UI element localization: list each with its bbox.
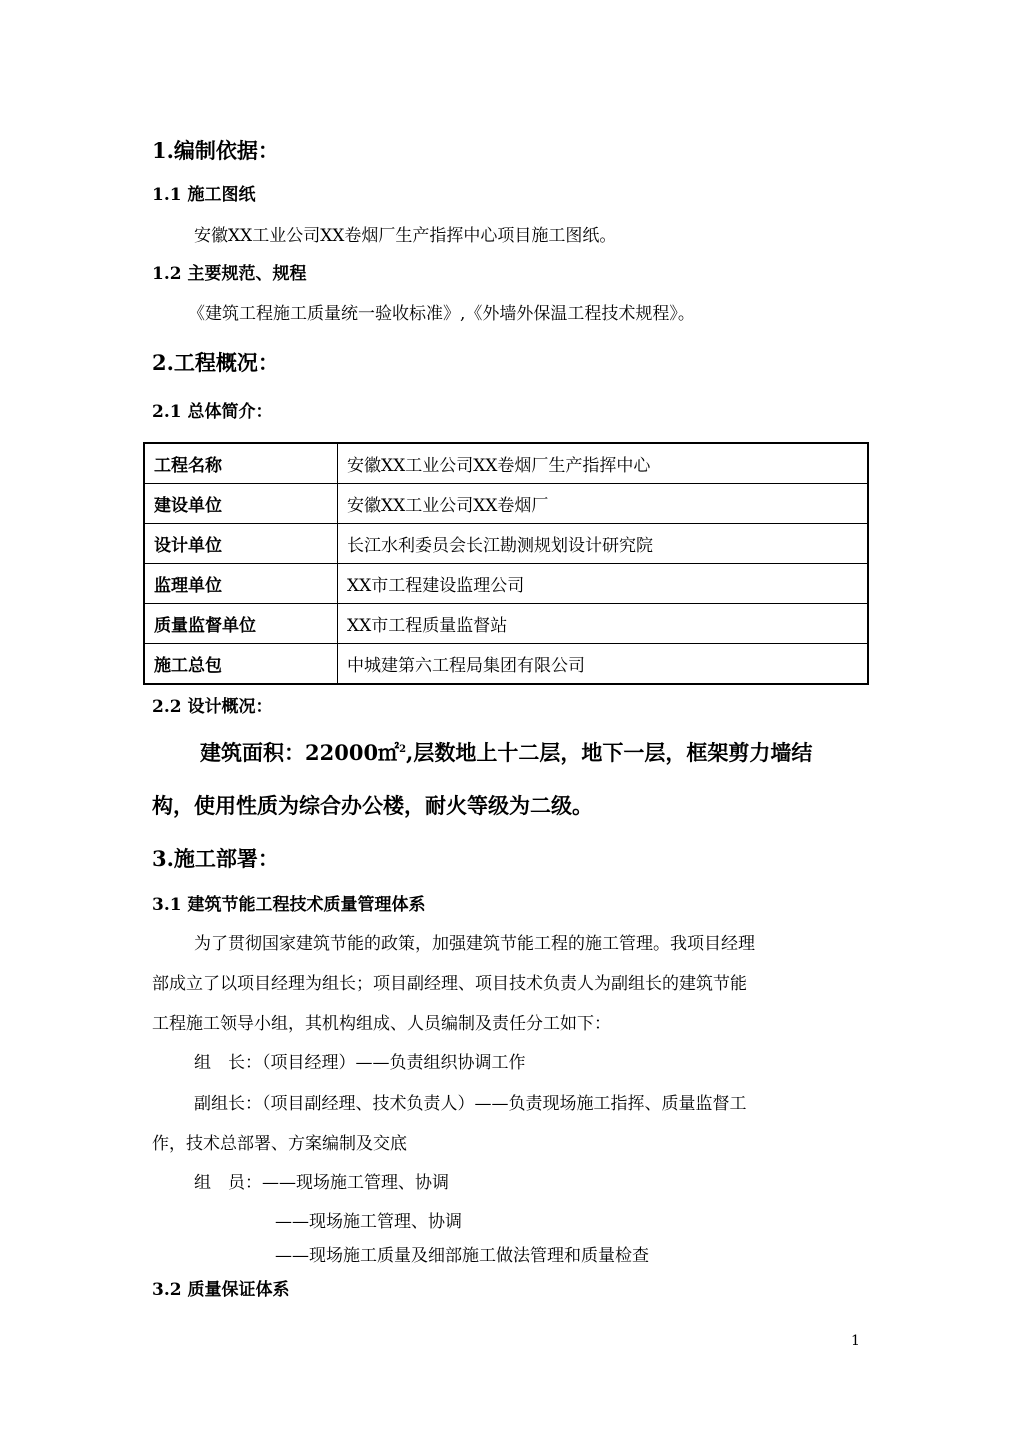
paragraph-line: 为了贯彻国家建筑节能的政策，加强建筑节能工程的施工管理。我项目经理 [194,934,755,954]
section-2-heading: 2.工程概况： [152,350,279,375]
table-row [144,564,868,604]
table-label: 施工总包 [144,644,338,685]
leader-line: 组 长：（项目经理）——负责组织协调工作 [194,1053,526,1073]
table-label: 建设单位 [144,484,338,524]
member-line: ——现场施工质量及细部施工做法管理和质量检查 [275,1246,649,1266]
table-row [144,604,868,644]
project-info-table [143,442,869,685]
section-3-1-heading: 3.1 建筑节能工程技术质量管理体系 [152,895,426,915]
design-area: 建筑面积：22000㎡ [200,740,400,765]
table-row [144,484,868,524]
area-superscript: 2 [399,744,407,755]
table-value: 安徽XX工业公司XX卷烟厂 [338,484,869,524]
paragraph-line: 工程施工领导小组，其机构组成、人员编制及责任分工如下： [152,1014,611,1034]
section-1-1-heading: 1.1 施工图纸 [152,185,256,205]
table-label: 监理单位 [144,564,338,604]
table-label: 工程名称 [144,443,338,484]
table-row [144,644,868,685]
table-value: 长江水利委员会长江勘测规划设计研究院 [338,524,869,564]
drawings-text: 安徽XX工业公司XX卷烟厂生产指挥中心项目施工图纸。 [194,226,617,246]
table-value: 安徽XX工业公司XX卷烟厂生产指挥中心 [338,443,869,484]
table-value: 中城建第六工程局集团有限公司 [338,644,869,685]
table-label: 质量监督单位 [144,604,338,644]
design-floors: ,层数地上十二层，地下一层，框架剪力墙结 [406,740,813,765]
deputy-line: 副组长：（项目副经理、技术负责人）——负责现场施工指挥、质量监督工 [194,1094,747,1114]
design-line-1 [200,742,812,763]
section-2-2-heading: 2.2 设计概况： [152,697,273,717]
table-label: 设计单位 [144,524,338,564]
section-1-heading: 1.编制依据： [152,138,279,163]
section-2-1-heading: 2.1 总体简介： [152,402,273,422]
member-line: ——现场施工管理、协调 [275,1212,462,1232]
table-value: XX市工程质量监督站 [338,604,869,644]
section-1-2-heading: 1.2 主要规范、规程 [152,264,307,284]
section-3-heading: 3.施工部署： [152,846,279,871]
page-number: 1 [851,1333,860,1349]
table-value: XX市工程建设监理公司 [338,564,869,604]
paragraph-line: 部成立了以项目经理为组长；项目副经理、项目技术负责人为副组长的建筑节能 [152,974,747,994]
member-line: 组 员：——现场施工管理、协调 [194,1173,449,1193]
design-line-2: 构，使用性质为综合办公楼，耐火等级为二级。 [152,793,593,818]
section-3-2-heading: 3.2 质量保证体系 [152,1280,290,1300]
table-row [144,443,868,484]
standards-text: 《建筑工程施工质量统一验收标准》,《外墙外保温工程技术规程》。 [188,304,695,324]
deputy-line-cont: 作，技术总部署、方案编制及交底 [152,1134,407,1154]
table-row [144,524,868,564]
